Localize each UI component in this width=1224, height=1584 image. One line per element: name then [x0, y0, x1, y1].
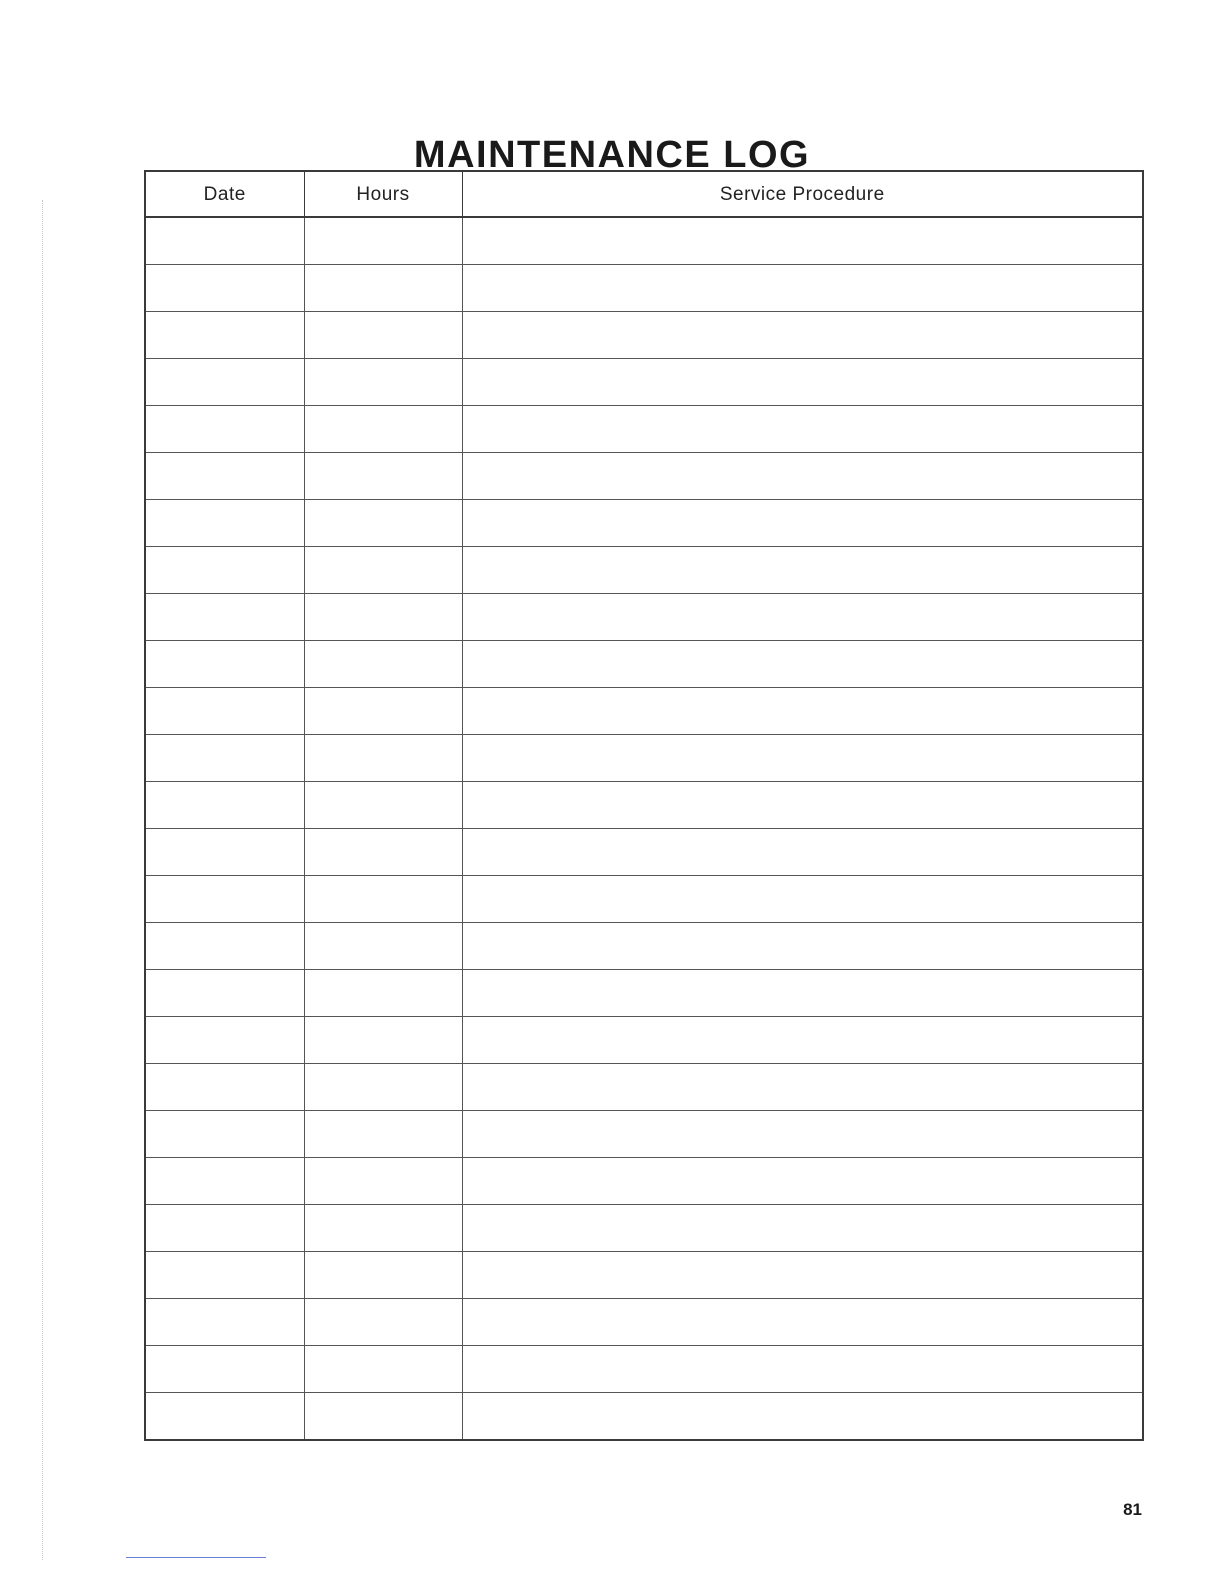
table-row	[145, 265, 1143, 312]
table-row	[145, 312, 1143, 359]
hours-cell[interactable]	[304, 1017, 462, 1064]
table-row	[145, 217, 1143, 265]
hours-cell[interactable]	[304, 688, 462, 735]
table-row	[145, 829, 1143, 876]
table-row	[145, 876, 1143, 923]
table-row	[145, 1299, 1143, 1346]
date-cell[interactable]	[145, 688, 304, 735]
date-cell[interactable]	[145, 1393, 304, 1441]
date-cell[interactable]	[145, 829, 304, 876]
date-cell[interactable]	[145, 312, 304, 359]
service-procedure-cell[interactable]	[462, 829, 1143, 876]
hours-cell[interactable]	[304, 453, 462, 500]
hours-cell[interactable]	[304, 265, 462, 312]
hours-cell[interactable]	[304, 1064, 462, 1111]
service-procedure-cell[interactable]	[462, 312, 1143, 359]
hours-cell[interactable]	[304, 782, 462, 829]
log-body	[145, 217, 1143, 1440]
date-cell[interactable]	[145, 1346, 304, 1393]
service-procedure-cell[interactable]	[462, 735, 1143, 782]
service-procedure-cell[interactable]	[462, 1064, 1143, 1111]
hours-cell[interactable]	[304, 876, 462, 923]
date-cell[interactable]	[145, 453, 304, 500]
service-procedure-cell[interactable]	[462, 594, 1143, 641]
hours-cell[interactable]	[304, 1346, 462, 1393]
hours-cell[interactable]	[304, 547, 462, 594]
date-cell[interactable]	[145, 641, 304, 688]
hours-cell[interactable]	[304, 1205, 462, 1252]
hours-cell[interactable]	[304, 1158, 462, 1205]
date-cell[interactable]	[145, 594, 304, 641]
hours-cell[interactable]	[304, 312, 462, 359]
service-procedure-cell[interactable]	[462, 923, 1143, 970]
date-cell[interactable]	[145, 1111, 304, 1158]
hours-cell[interactable]	[304, 1393, 462, 1441]
date-cell[interactable]	[145, 782, 304, 829]
service-procedure-cell[interactable]	[462, 217, 1143, 265]
table-row	[145, 453, 1143, 500]
table-row	[145, 1393, 1143, 1441]
date-cell[interactable]	[145, 500, 304, 547]
table-row	[145, 500, 1143, 547]
service-procedure-cell[interactable]	[462, 782, 1143, 829]
hours-cell[interactable]	[304, 1111, 462, 1158]
table-row	[145, 1064, 1143, 1111]
table-row	[145, 1017, 1143, 1064]
service-procedure-cell[interactable]	[462, 359, 1143, 406]
table-row	[145, 1205, 1143, 1252]
service-procedure-cell[interactable]	[462, 1299, 1143, 1346]
header-row	[145, 171, 1143, 217]
hours-column-header: Hours	[304, 171, 462, 217]
table-row	[145, 641, 1143, 688]
table-row	[145, 970, 1143, 1017]
date-cell[interactable]	[145, 1252, 304, 1299]
date-cell[interactable]	[145, 265, 304, 312]
hours-cell[interactable]	[304, 500, 462, 547]
service-procedure-cell[interactable]	[462, 1158, 1143, 1205]
date-column-header: Date	[145, 171, 304, 217]
date-cell[interactable]	[145, 1017, 304, 1064]
date-cell[interactable]	[145, 406, 304, 453]
service-procedure-cell[interactable]	[462, 453, 1143, 500]
hours-cell[interactable]	[304, 1299, 462, 1346]
table-row	[145, 359, 1143, 406]
hours-cell[interactable]	[304, 641, 462, 688]
service-procedure-cell[interactable]	[462, 1205, 1143, 1252]
date-cell[interactable]	[145, 970, 304, 1017]
page-title: MAINTENANCE LOG	[413, 134, 811, 177]
service-procedure-cell[interactable]	[462, 970, 1143, 1017]
date-cell[interactable]	[145, 1205, 304, 1252]
scan-margin-marks	[42, 200, 45, 1560]
date-cell[interactable]	[145, 923, 304, 970]
service-procedure-cell[interactable]	[462, 1017, 1143, 1064]
hours-cell[interactable]	[304, 829, 462, 876]
service-procedure-cell[interactable]	[462, 1393, 1143, 1441]
date-cell[interactable]	[145, 1064, 304, 1111]
table-row	[145, 406, 1143, 453]
table-row	[145, 1158, 1143, 1205]
table-row	[145, 923, 1143, 970]
table-row	[145, 1346, 1143, 1393]
service-procedure-cell[interactable]	[462, 688, 1143, 735]
hours-cell[interactable]	[304, 1252, 462, 1299]
table-row	[145, 594, 1143, 641]
service-procedure-cell[interactable]	[462, 1111, 1143, 1158]
table-row	[145, 1252, 1143, 1299]
service-procedure-cell[interactable]	[462, 1252, 1143, 1299]
date-cell[interactable]	[145, 1158, 304, 1205]
service-procedure-cell[interactable]	[462, 1346, 1143, 1393]
service-procedure-cell[interactable]	[462, 641, 1143, 688]
table-row	[145, 547, 1143, 594]
table-row	[145, 782, 1143, 829]
maintenance-log-table	[144, 170, 1144, 1441]
service-procedure-cell[interactable]	[462, 265, 1143, 312]
service-procedure-cell[interactable]	[462, 547, 1143, 594]
date-cell[interactable]	[145, 547, 304, 594]
table-row	[145, 735, 1143, 782]
service-procedure-column-header: Service Procedure	[462, 171, 1143, 217]
date-cell[interactable]	[145, 1299, 304, 1346]
hours-cell[interactable]	[304, 923, 462, 970]
hours-cell[interactable]	[304, 970, 462, 1017]
service-procedure-cell[interactable]	[462, 406, 1143, 453]
table-row	[145, 688, 1143, 735]
hours-cell[interactable]	[304, 359, 462, 406]
date-cell[interactable]	[145, 359, 304, 406]
date-cell[interactable]	[145, 735, 304, 782]
hours-cell[interactable]	[304, 594, 462, 641]
hours-cell[interactable]	[304, 406, 462, 453]
date-cell[interactable]	[145, 217, 304, 265]
page-number: 81	[1123, 1500, 1142, 1519]
table-row	[145, 1111, 1143, 1158]
date-cell[interactable]	[145, 876, 304, 923]
hours-cell[interactable]	[304, 735, 462, 782]
service-procedure-cell[interactable]	[462, 876, 1143, 923]
hours-cell[interactable]	[304, 217, 462, 265]
service-procedure-cell[interactable]	[462, 500, 1143, 547]
footer-rule	[126, 1557, 266, 1558]
